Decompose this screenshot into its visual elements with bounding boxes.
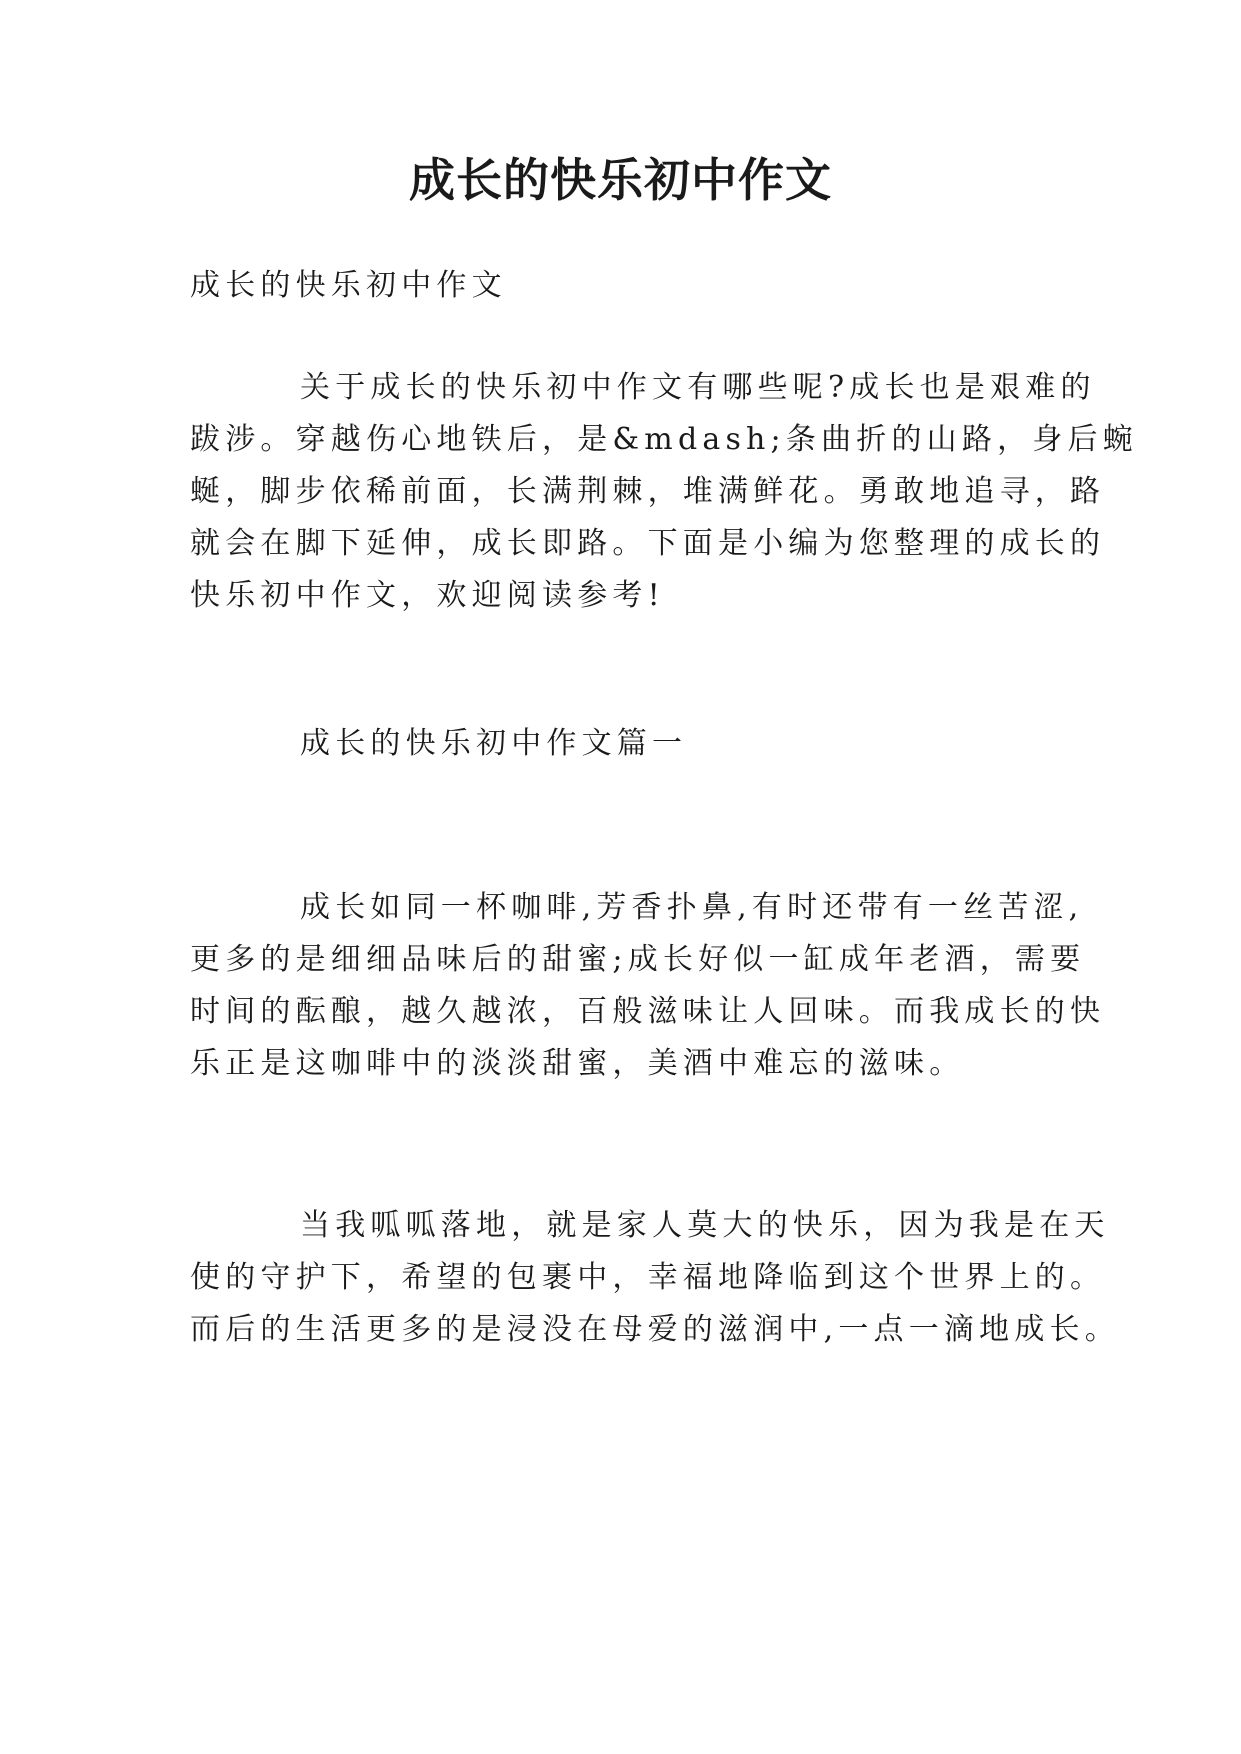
intro-line: 就会在脚下延伸，成长即路。下面是小编为您整理的成长的	[190, 526, 1106, 561]
paragraph-line: 更多的是细细品味后的甜蜜;成长好似一缸成年老酒，需要	[190, 942, 1086, 977]
intro-line: 快乐初中作文，欢迎阅读参考!	[190, 578, 665, 613]
section-heading: 成长的快乐初中作文篇一	[300, 726, 688, 761]
intro-line: 跋涉。穿越伤心地铁后，是&mdash;条曲折的山路，身后蜿	[190, 422, 1138, 457]
intro-line: 关于成长的快乐初中作文有哪些呢?成长也是艰难的	[300, 370, 1096, 405]
paragraph-line: 成长如同一杯咖啡,芳香扑鼻,有时还带有一丝苦涩,	[300, 890, 1084, 925]
document-subtitle: 成长的快乐初中作文	[190, 268, 507, 303]
document-title: 成长的快乐初中作文	[409, 153, 832, 207]
intro-line: 蜒，脚步依稀前面，长满荆棘，堆满鲜花。勇敢地追寻，路	[190, 474, 1106, 509]
paragraph-line: 使的守护下，希望的包裹中，幸福地降临到这个世界上的。	[190, 1260, 1106, 1295]
paragraph-line: 乐正是这咖啡中的淡淡甜蜜，美酒中难忘的滋味。	[190, 1046, 965, 1081]
paragraph-line: 时间的酝酿，越久越浓，百般滋味让人回味。而我成长的快	[190, 994, 1106, 1029]
paragraph-line: 当我呱呱落地，就是家人莫大的快乐，因为我是在天	[300, 1208, 1110, 1243]
paragraph-line: 而后的生活更多的是浸没在母爱的滋润中,一点一滴地成长。	[190, 1312, 1120, 1347]
